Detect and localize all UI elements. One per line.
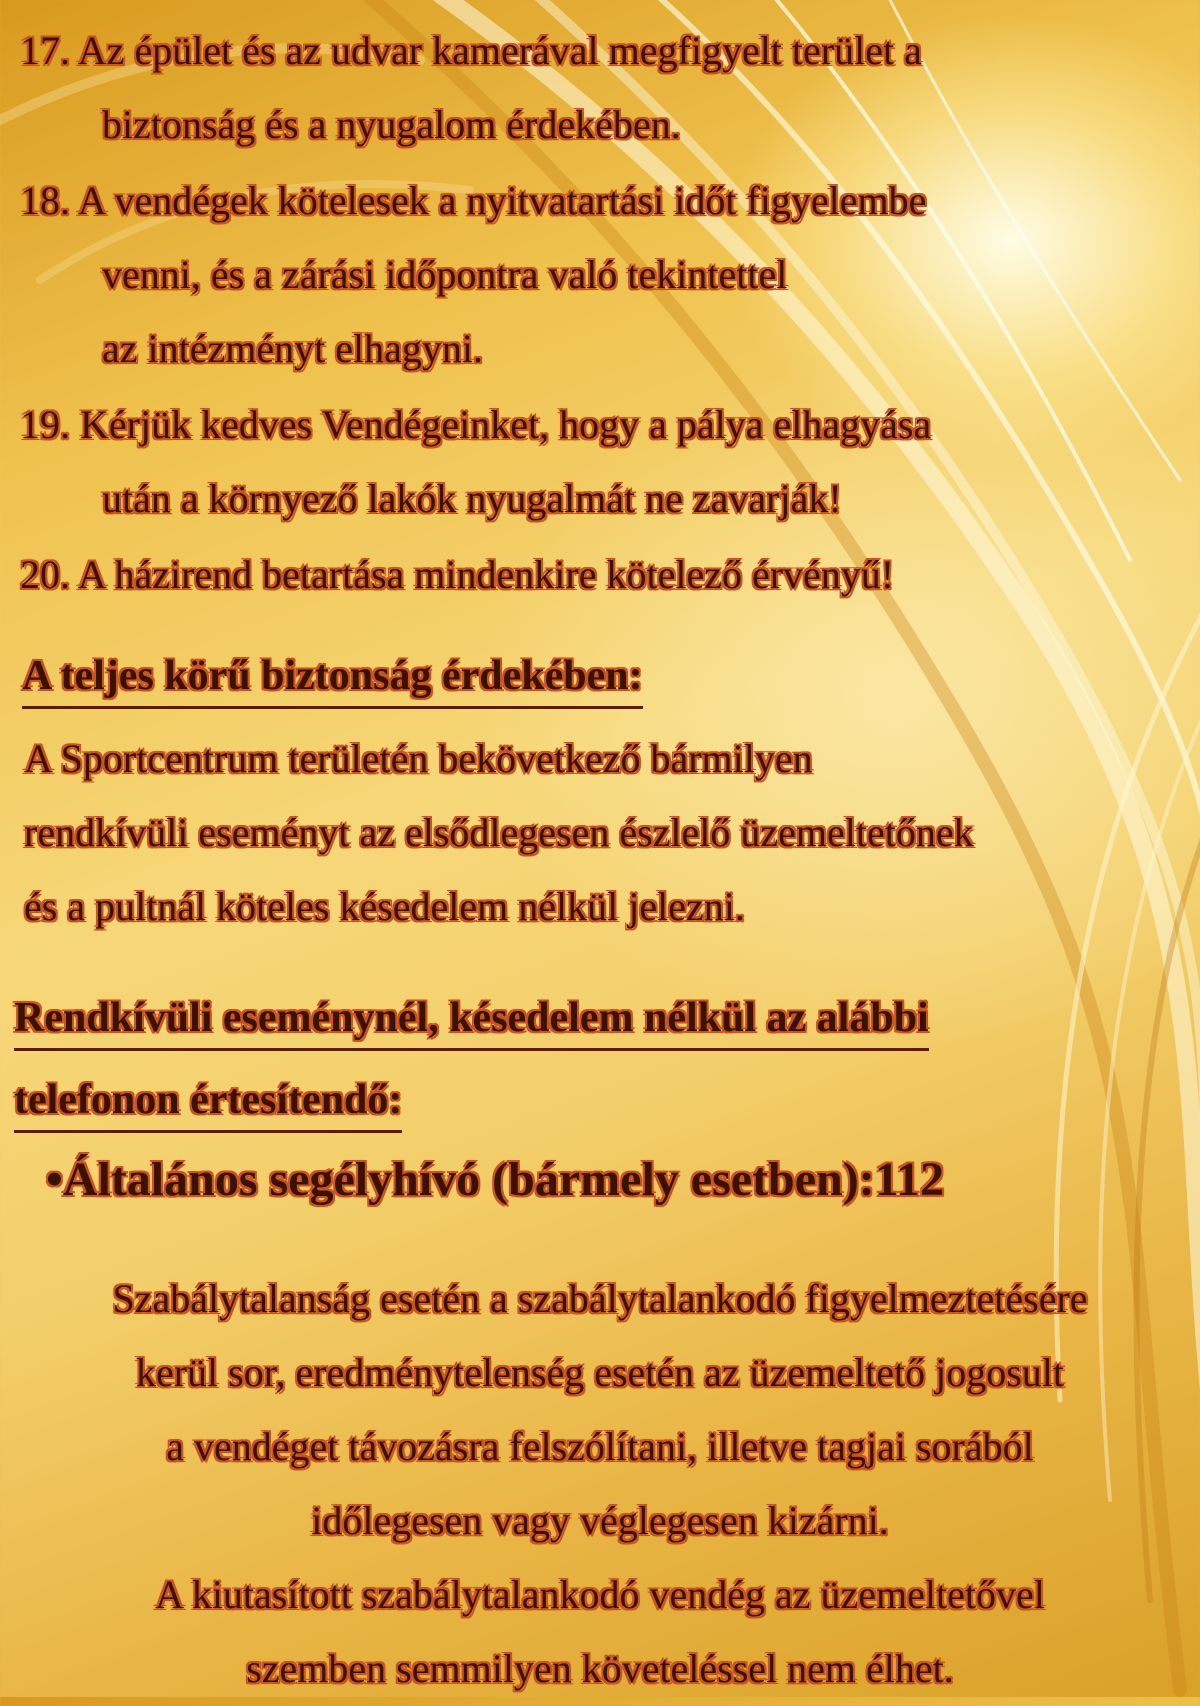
closing-line: a vendéget távozásra felszólítani, illetve tagjai sorából (166, 1424, 1034, 1469)
closing-paragraph (0, 1262, 1200, 1706)
rule-number: 17. (20, 28, 70, 73)
rule-text-line: A vendégek kötelesek a nyitvatartási időt figyelembe (77, 178, 927, 223)
safety-line: rendkívüli eseményt az elsődlegesen észlelő üzemeltetőnek (24, 810, 974, 855)
closing-line: szemben semmilyen követeléssel nem élhet. (246, 1646, 954, 1691)
rule-text-line: az intézményt elhagyni. (102, 326, 483, 371)
rule-text-line: Az épület és az udvar kamerával megfigyelt terület a (77, 28, 922, 73)
rule-19 (20, 388, 931, 536)
emergency-number-item (46, 1152, 944, 1207)
rule-20 (20, 538, 894, 612)
rule-number: 19. (20, 402, 70, 447)
rule-17 (20, 14, 922, 162)
safety-paragraph (24, 722, 974, 944)
rule-text-line: Kérjük kedves Vendégeinket, hogy a pálya elhagyása (80, 402, 932, 447)
closing-line: időlegesen vagy véglegesen kizárni. (311, 1498, 889, 1543)
bullet-icon: • (46, 1153, 63, 1206)
emergency-heading-line2: telefonon értesítendő: (14, 1070, 402, 1133)
emergency-number-text: Általános segélyhívó (bármely esetben):112 (62, 1153, 945, 1206)
safety-line: és a pultnál köteles késedelem nélkül jelezni. (24, 884, 745, 929)
closing-line: Szabálytalanság esetén a szabálytalankodó figyelmeztetésére (112, 1276, 1088, 1321)
rule-number: 20. (20, 552, 70, 597)
emergency-heading-line1: Rendkívüli eseménynél, késedelem nélkül az alábbi (14, 988, 929, 1051)
safety-heading: A teljes körű biztonság érdekében: (22, 646, 643, 709)
rule-text-line: után a környező lakók nyugalmát ne zavarják! (102, 476, 842, 521)
rule-text-line: biztonság és a nyugalom érdekében. (102, 102, 681, 147)
rule-text-line: venni, és a zárási időpontra való tekintettel (102, 252, 788, 297)
rule-18 (20, 164, 926, 386)
safety-line: A Sportcentrum területén bekövetkező bármilyen (24, 736, 813, 781)
closing-line: A kiutasított szabálytalankodó vendég az üzemeltetővel (155, 1572, 1045, 1617)
rule-number: 18. (20, 178, 70, 223)
rule-text-line: A házirend betartása mindenkire kötelező érvényű! (77, 552, 895, 597)
closing-line: kerül sor, eredménytelenség esetén az üzemeltető jogosult (135, 1350, 1065, 1395)
